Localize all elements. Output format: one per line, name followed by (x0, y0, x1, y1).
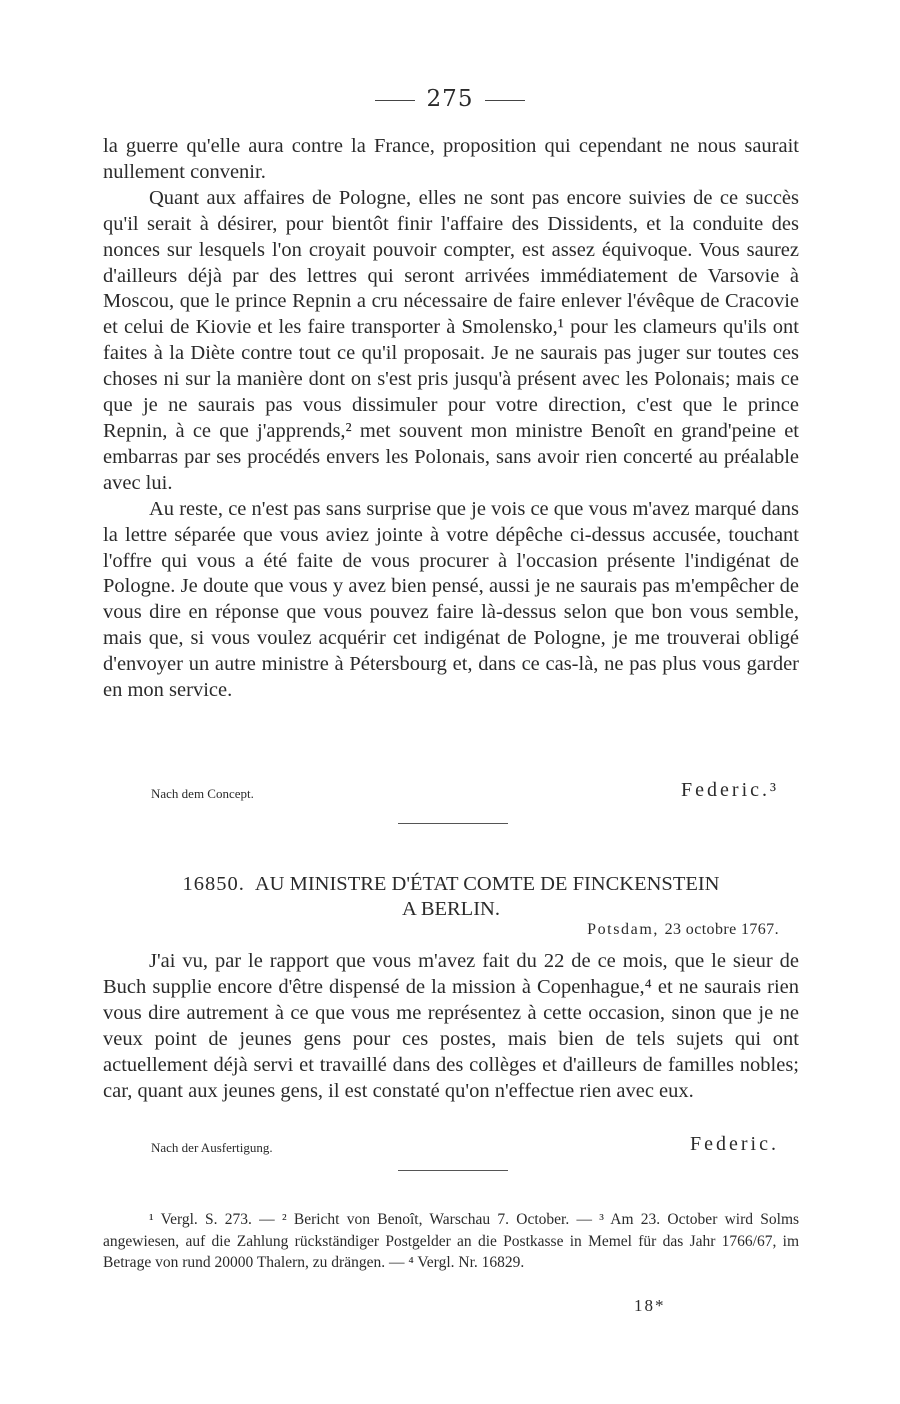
letter-16850-paragraph: J'ai vu, par le rapport que vous m'avez fait du 22 de ce mois, que le sieur de Buch supplie encore d'être dispensé de la mission à Copenhague,⁴ et ne saurais rien vous dire autrement à ce que vous me représentez à cette occasion, sinon que je ne veux point de jeunes gens pour ces postes, mais bien de tels sujets qui ont actuellement déjà servi et travaillé dans des collèges et d'ailleurs de familles nobles; car, quant aux jeunes gens, il est constaté qu'on n'effectue rien avec eux. (103, 950, 799, 1102)
footnote-1: ¹ Vergl. S. 273. — (149, 1211, 275, 1228)
paragraph-3: Au reste, ce n'est pas sans surprise que je vois ce que vous m'avez marqué dans la lettre séparée que vous aviez jointe à votre dépêche ci-dessus accusée, touchant l'offre qui vous a été faite de vous procurer à l'occasion présente l'indigénat de Pologne. Je doute que vous y avez bien pensé, aussi je ne saurais pas m'empêcher de vous dire en réponse que vous pouvez faire là-dessus selon que bon vous semble, mais que, si vous voulez acquérir cet indigénat de Pologne, je me trouverai obligé d'envoyer un autre ministre à Pétersbourg et, dans ce cas-là, ne pas plus vous garder en mon service. (103, 497, 799, 702)
footnote-2: ² Bericht von Benoît, Warschau 7. October. — (281, 1211, 592, 1228)
signature: Federic.³ (681, 779, 779, 801)
heading-line-1-text: AU MINISTRE D'ÉTAT COMTE DE FINCKENSTEIN (254, 873, 720, 895)
letter-16850-footer (103, 1130, 799, 1156)
footnotes (103, 1209, 799, 1274)
letter-16850-text (103, 949, 799, 1104)
dateline-place: Potsdam, (587, 921, 659, 938)
heading-line-1 (103, 872, 799, 897)
footnote-3: ³ Am 23. October wird Solms angewiesen, auf die Zahlung rückständiger Postgelder an die Postkasse in Memel für das Jahr 1766/67, im Betrage von rund 20000 Thalern, zu drängen. — (103, 1211, 800, 1271)
paragraph-1: la guerre qu'elle aura contre la France, proposition qui cependant ne nous saurait nullement convenir. (103, 135, 799, 183)
dateline-date: 23 octobre 1767. (664, 921, 779, 938)
signature-mark: 18* (634, 1296, 666, 1315)
section-divider (398, 823, 508, 824)
source-note: Nach der Ausfertigung. (151, 1140, 273, 1155)
section-divider (398, 1170, 508, 1171)
source-note: Nach dem Concept. (151, 786, 254, 801)
letter-continued-text (103, 134, 799, 704)
footnote-4: ⁴ Vergl. Nr. 16829. (408, 1254, 525, 1271)
letter-number: 16850. (182, 873, 245, 895)
paragraph-2: Quant aux affaires de Pologne, elles ne sont pas encore suivies de ce succès qu'il serait à désirer, pour bientôt finir l'affaire des Dissidents, et la conduite des nonces sur lesquels l'on croyait pouvoir compter, est assez équivoque. Vous saurez d'ailleurs déjà par des lettres qui seront arrivées immédiatement de Varsovie à Moscou, que le prince Repnin a cru nécessaire de faire enlever l'évêque de Cracovie et celui de Kiovie et les faire transporter à Smolensko,¹ pour les clameurs qu'ils ont faites à la Diète contre tout ce qu'il proposait. Je ne saurais pas juger sur toutes ces choses ni sur la manière dont on s'est pris jusqu'à présent avec les Polonais; mais ce que je ne saurais pas vous dissimuler pour votre direction, c'est que le prince Repnin, à ce que j'apprends,² met souvent mon ministre Benoît en grand'peine et embarras par ses procédés envers les Polonais, sans avoir rien concerté au préalable avec lui. (103, 186, 799, 494)
heading-line-2: A BERLIN. (402, 898, 500, 920)
page-number-dash-left (375, 100, 415, 101)
page-number (0, 86, 900, 112)
dateline (103, 921, 779, 939)
signature: Federic. (690, 1133, 779, 1155)
footnote-group (103, 1209, 799, 1274)
page-number-dash-right (485, 100, 525, 101)
page-number-text: 275 (426, 86, 474, 112)
letter-heading (103, 872, 799, 922)
letter-continued-footer (103, 776, 799, 802)
